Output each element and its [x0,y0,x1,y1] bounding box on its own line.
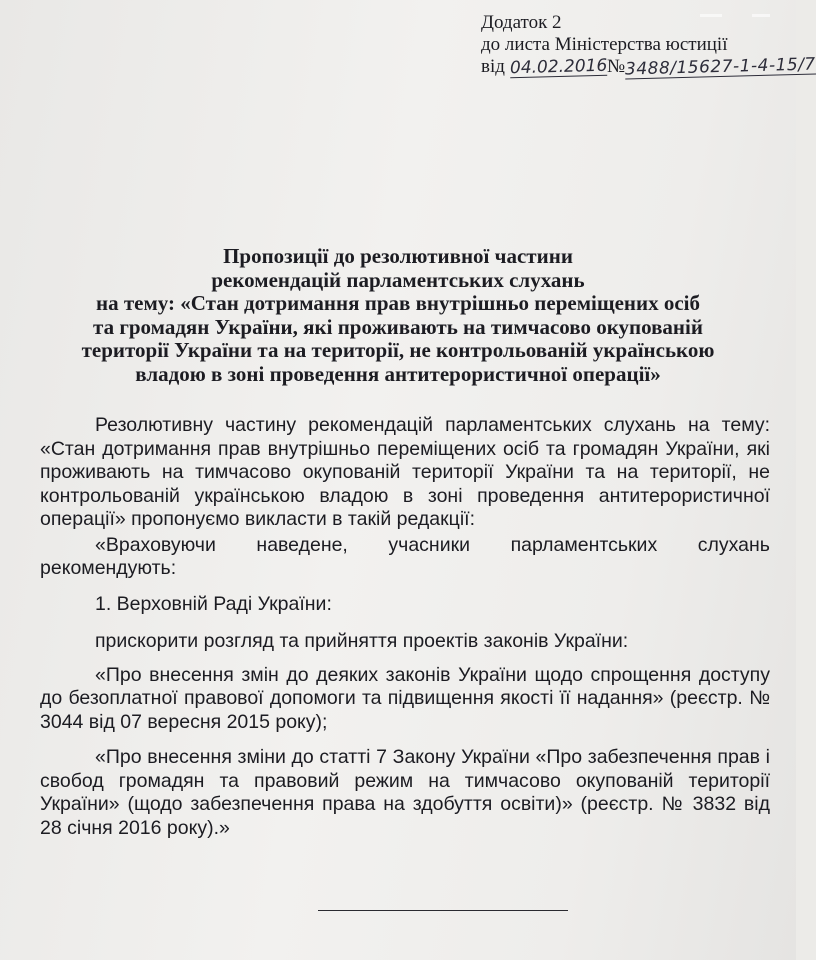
given-second-line: рекомендують: [40,557,177,579]
law-item-3044: «Про внесення змін до деяких законів України щодо спрощення доступу до безоплатної правової допомоги та підвищення якості її надання» (реєстр. № 3044 від 07 вересня 2015 року); [40,663,770,733]
title-line: владою в зоні проведення антитерористичної операції» [135,361,661,386]
addendum-title: Додаток 2 [481,12,562,33]
addendum-block [481,12,816,78]
title-line: Пропозиції до резолютивної частини [223,244,573,268]
title-line: та громадян України, які проживають на тимчасово окупованій [93,314,703,339]
from-label: від [481,56,505,77]
intro-paragraph: Резолютивну частину рекомендацій парламентських слухань на тему: «Стан дотримання прав внутрішньо переміщених осіб та громадян України, які проживають на тимчасово окупованій території України та на території, не контрольованій українською владою в зоні проведення антитерористичної операції» пропонуємо викласти в такій редакції: [40,414,770,530]
document-title [0,245,796,386]
given-word: «Враховуючи [95,533,216,556]
given-word: слухань [697,533,770,556]
given-first-line [40,534,770,558]
addendum-date-number-line [481,56,816,78]
title-line: на тему: «Стан дотримання прав внутрішньо переміщених осіб [95,291,701,315]
rada-heading: 1. Верховній Раді України: [95,592,332,615]
number-label: № [607,56,626,77]
document-body [40,414,770,840]
handwritten-number: 3488/15627-1-4-15/7 [624,54,816,80]
expedite-paragraph: прискорити розгляд та прийняття проектів законів України: [95,630,629,652]
title-line: рекомендацій парламентських слухань [211,267,585,292]
addendum-letter-ref: до листа Міністерства юстиції [481,34,728,55]
given-word: учасники [388,533,471,556]
given-word: парламентських [510,533,658,556]
handwritten-date: 04.02.2016 [509,55,608,79]
title-line: території України та на території, не контрольованій українською [81,338,715,362]
given-paragraph [40,534,770,581]
closing-divider [318,910,568,911]
law-item-3832: «Про внесення зміни до статті 7 Закону України «Про забезпечення прав і свобод громадян та правовий режим на тимчасово окупованій території України» (щодо забезпечення права на здобуття освіти)» (реєстр. № 3832 від 28 січня 2016 року).» [40,746,770,839]
given-word: наведене, [256,533,348,556]
